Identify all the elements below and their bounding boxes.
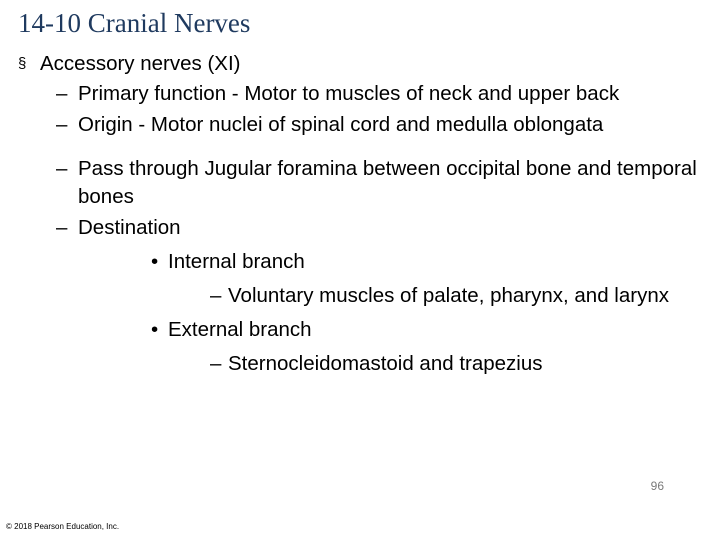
sub-bullet-text: Pass through Jugular foramina between occipital bone and temporal bones (78, 157, 697, 208)
sub-bullet-primary-function (18, 80, 698, 108)
branch-internal (78, 248, 698, 276)
dash-bullet-icon: – (56, 82, 68, 105)
dot-bullet-icon: • (151, 250, 159, 273)
dash-bullet-icon: – (56, 157, 68, 180)
branch-external (78, 316, 698, 344)
branch-internal-detail (78, 282, 698, 310)
sub-bullet-pass-through (18, 155, 698, 211)
copyright-notice: © 2018 Pearson Education, Inc. (6, 522, 120, 531)
sub-bullet-text: Origin - Motor nuclei of spinal cord and medulla oblongata (78, 113, 604, 136)
sub-bullet-text: Primary function - Motor to muscles of neck and upper back (78, 82, 620, 105)
sub-bullet-text: Destination (78, 216, 181, 239)
sub-bullet-origin (18, 111, 698, 139)
branch-detail-text: Voluntary muscles of palate, pharynx, and larynx (228, 284, 669, 307)
bullet-list (18, 50, 698, 381)
branch-detail-text: Sternocleidomastoid and trapezius (228, 352, 543, 375)
dash-bullet-icon: – (56, 113, 68, 136)
dash-bullet-icon: – (210, 284, 222, 307)
branch-name: Internal branch (168, 250, 305, 273)
sub-bullet-destination (18, 214, 698, 378)
main-bullet-text: Accessory nerves (XI) (40, 52, 241, 75)
page-number: 96 (650, 479, 664, 493)
branch-external-detail (78, 350, 698, 378)
square-bullet-icon: § (18, 55, 27, 72)
branch-name: External branch (168, 318, 312, 341)
dash-bullet-icon: – (210, 352, 222, 375)
dash-bullet-icon: – (56, 216, 68, 239)
slide-title: 14-10 Cranial Nerves (18, 8, 251, 38)
main-bullet (18, 50, 698, 77)
dot-bullet-icon: • (151, 318, 159, 341)
